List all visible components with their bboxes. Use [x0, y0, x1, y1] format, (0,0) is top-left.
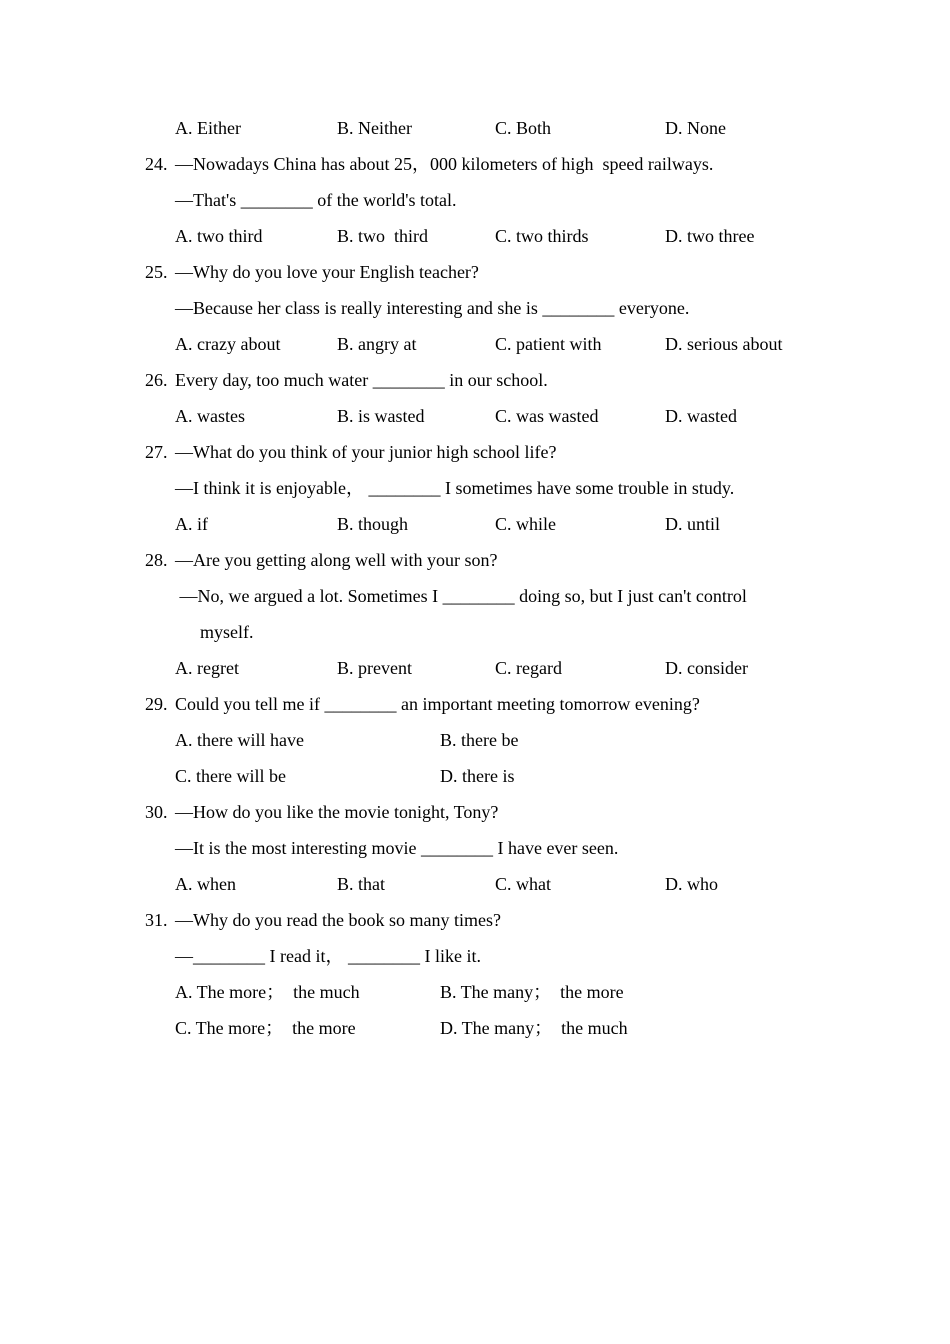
answer-option-c: C. what: [495, 874, 551, 894]
answer-option-b: B. is wasted: [337, 406, 425, 426]
answer-option-c: C. two thirds: [495, 226, 589, 246]
answer-option-b: B. Neither: [337, 118, 412, 138]
options-row: [0, 506, 950, 542]
question-text: —Nowadays China has about 25，000 kilometers of high speed railways.: [175, 154, 714, 174]
question-text: myself.: [200, 622, 254, 642]
question-text: —That's ________ of the world's total.: [175, 190, 457, 210]
question-stem: [0, 794, 950, 830]
question-line: [0, 578, 950, 614]
answer-option-c: C. while: [495, 514, 556, 534]
question-line: [0, 614, 950, 650]
answer-option-a: A. Either: [175, 118, 241, 138]
options-row: [0, 110, 950, 146]
question-text: —What do you think of your junior high school life?: [175, 442, 557, 462]
question-number: 31.: [145, 910, 168, 930]
question-line: [0, 830, 950, 866]
answer-option-d: D. None: [665, 118, 726, 138]
options-row: [0, 758, 950, 794]
question-number: 24.: [145, 154, 168, 174]
answer-option-c: C. was wasted: [495, 406, 599, 426]
options-row: [0, 650, 950, 686]
question-text: Every day, too much water ________ in our school.: [175, 370, 548, 390]
question-stem: [0, 902, 950, 938]
question-stem: [0, 434, 950, 470]
answer-option-d: D. until: [665, 514, 721, 534]
question-number: 26.: [145, 370, 168, 390]
question-stem: [0, 542, 950, 578]
answer-option-a: C. there will be: [175, 766, 286, 786]
question-line: [0, 182, 950, 218]
answer-option-d: D. two three: [665, 226, 755, 246]
question-number: 27.: [145, 442, 168, 462]
answer-option-d: D. serious about: [665, 334, 783, 354]
question-line: [0, 290, 950, 326]
answer-option-a: A. there will have: [175, 730, 304, 750]
answer-option-b: B. The many； the more: [440, 982, 624, 1002]
question-text: —________ I read it， ________ I like it.: [175, 946, 481, 966]
answer-option-d: D. consider: [665, 658, 748, 678]
answer-option-a: A. when: [175, 874, 236, 894]
answer-option-c: C. Both: [495, 118, 552, 138]
answer-option-c: C. regard: [495, 658, 562, 678]
answer-option-a: A. regret: [175, 658, 239, 678]
options-row: [0, 218, 950, 254]
options-row: [0, 1010, 950, 1046]
question-text: —No, we argued a lot. Sometimes I ________ doing so, but I just can't control: [175, 586, 747, 606]
answer-option-c: C. patient with: [495, 334, 602, 354]
answer-option-b: D. there is: [440, 766, 515, 786]
answer-option-b: B. though: [337, 514, 409, 534]
question-stem: [0, 146, 950, 182]
question-text: —I think it is enjoyable， ________ I sometimes have some trouble in study.: [175, 478, 735, 498]
question-text: —It is the most interesting movie ________ I have ever seen.: [175, 838, 619, 858]
answer-option-d: D. who: [665, 874, 718, 894]
answer-option-a: A. crazy about: [175, 334, 281, 354]
answer-option-b: B. there be: [440, 730, 519, 750]
question-stem: [0, 362, 950, 398]
options-row: [0, 326, 950, 362]
answer-option-b: D. The many； the much: [440, 1018, 628, 1038]
answer-option-b: B. angry at: [337, 334, 417, 354]
question-number: 29.: [145, 694, 168, 714]
answer-option-a: A. wastes: [175, 406, 245, 426]
question-text: —Why do you read the book so many times?: [175, 910, 501, 930]
question-text: —How do you like the movie tonight, Tony?: [175, 802, 499, 822]
options-row: [0, 398, 950, 434]
question-line: [0, 938, 950, 974]
answer-option-d: D. wasted: [665, 406, 737, 426]
answer-option-b: B. prevent: [337, 658, 412, 678]
answer-option-b: B. that: [337, 874, 385, 894]
question-number: 30.: [145, 802, 168, 822]
answer-option-a: C. The more； the more: [175, 1018, 356, 1038]
options-row: [0, 722, 950, 758]
answer-option-a: A. two third: [175, 226, 263, 246]
options-row: [0, 974, 950, 1010]
question-number: 25.: [145, 262, 168, 282]
question-text: —Are you getting along well with your son?: [175, 550, 498, 570]
question-stem: [0, 254, 950, 290]
question-line: [0, 470, 950, 506]
question-number: 28.: [145, 550, 168, 570]
answer-option-b: B. two third: [337, 226, 429, 246]
question-text: Could you tell me if ________ an important meeting tomorrow evening?: [175, 694, 700, 714]
question-text: —Because her class is really interesting and she is ________ everyone.: [175, 298, 690, 318]
question-text: —Why do you love your English teacher?: [175, 262, 479, 282]
options-row: [0, 866, 950, 902]
question-stem: [0, 686, 950, 722]
answer-option-a: A. The more； the much: [175, 982, 360, 1002]
answer-option-a: A. if: [175, 514, 208, 534]
